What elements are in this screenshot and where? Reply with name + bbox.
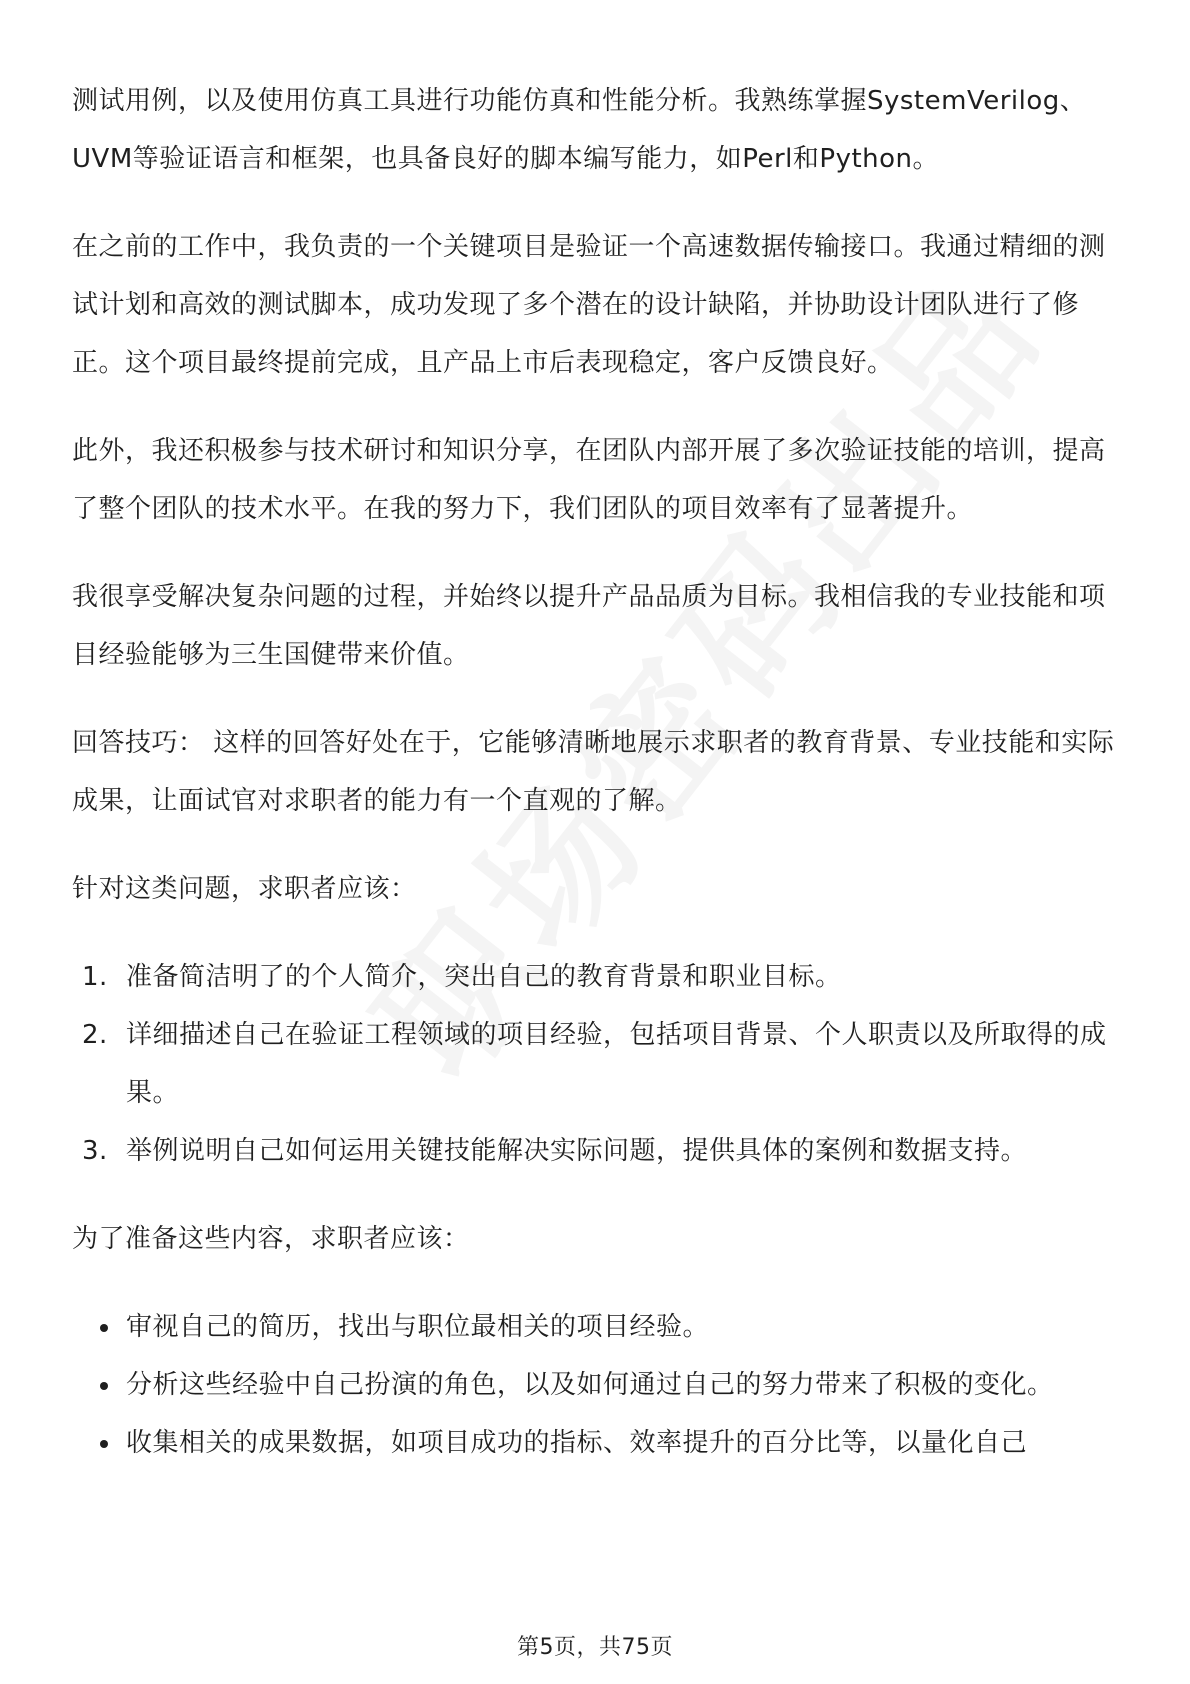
list-item bbox=[72, 1006, 1117, 1122]
list-item bbox=[72, 1356, 1117, 1414]
bullet-icon bbox=[100, 1440, 108, 1448]
bullet-icon bbox=[100, 1382, 108, 1390]
list-number: 2. bbox=[82, 1020, 108, 1050]
list-item-text: 收集相关的成果数据，如项目成功的指标、效率提升的百分比等，以量化自己 bbox=[126, 1428, 1028, 1458]
paragraph-prep-intro: 为了准备这些内容，求职者应该： bbox=[72, 1224, 470, 1254]
list-item-text: 审视自己的简历，找出与职位最相关的项目经验。 bbox=[126, 1312, 710, 1342]
paragraph-motivation: 我很享受解决复杂问题的过程，并始终以提升产品品质为目标。我相信我的专业技能和项目经验能够为三生国健带来价值。 bbox=[72, 582, 1106, 670]
list-item-text: 分析这些经验中自己扮演的角色，以及如何通过自己的努力带来了积极的变化。 bbox=[126, 1370, 1054, 1400]
list-item-text: 详细描述自己在验证工程领域的项目经验，包括项目背景、个人职责以及所取得的成果。 bbox=[126, 1020, 1107, 1108]
paragraph-answer-tips: 回答技巧： 这样的回答好处在于，它能够清晰地展示求职者的教育背景、专业技能和实际成果，让面试官对求职者的能力有一个直观的了解。 bbox=[72, 728, 1115, 816]
page-number-footer: 第5页，共75页 bbox=[517, 1635, 673, 1660]
list-number: 3. bbox=[82, 1136, 108, 1166]
list-item-text: 准备简洁明了的个人简介，突出自己的教育背景和职业目标。 bbox=[126, 962, 842, 992]
list-item bbox=[72, 1298, 1117, 1356]
list-number: 1. bbox=[82, 962, 108, 992]
page-content bbox=[72, 72, 1117, 1472]
paragraph-sharing: 此外，我还积极参与技术研讨和知识分享，在团队内部开展了多次验证技能的培训，提高了整个团队的技术水平。在我的努力下，我们团队的项目效率有了显著提升。 bbox=[72, 436, 1106, 524]
list-item-text: 举例说明自己如何运用关键技能解决实际问题，提供具体的案例和数据支持。 bbox=[126, 1136, 1028, 1166]
list-item bbox=[72, 1122, 1117, 1180]
list-item bbox=[72, 1414, 1117, 1472]
paragraph-skills: 测试用例，以及使用仿真工具进行功能仿真和性能分析。我熟练掌握SystemVerilog、UVM等验证语言和框架，也具备良好的脚本编写能力，如Perl和Python。 bbox=[72, 86, 1087, 174]
numbered-list bbox=[72, 948, 1117, 1180]
bullet-icon bbox=[100, 1324, 108, 1332]
paragraph-project: 在之前的工作中，我负责的一个关键项目是验证一个高速数据传输接口。我通过精细的测试计划和高效的测试脚本，成功发现了多个潜在的设计缺陷，并协助设计团队进行了修正。这个项目最终提前完成，且产品上市后表现稳定，客户反馈良好。 bbox=[72, 232, 1106, 378]
bullet-list bbox=[72, 1298, 1117, 1472]
list-item bbox=[72, 948, 1117, 1006]
paragraph-advice-intro: 针对这类问题，求职者应该： bbox=[72, 874, 417, 904]
